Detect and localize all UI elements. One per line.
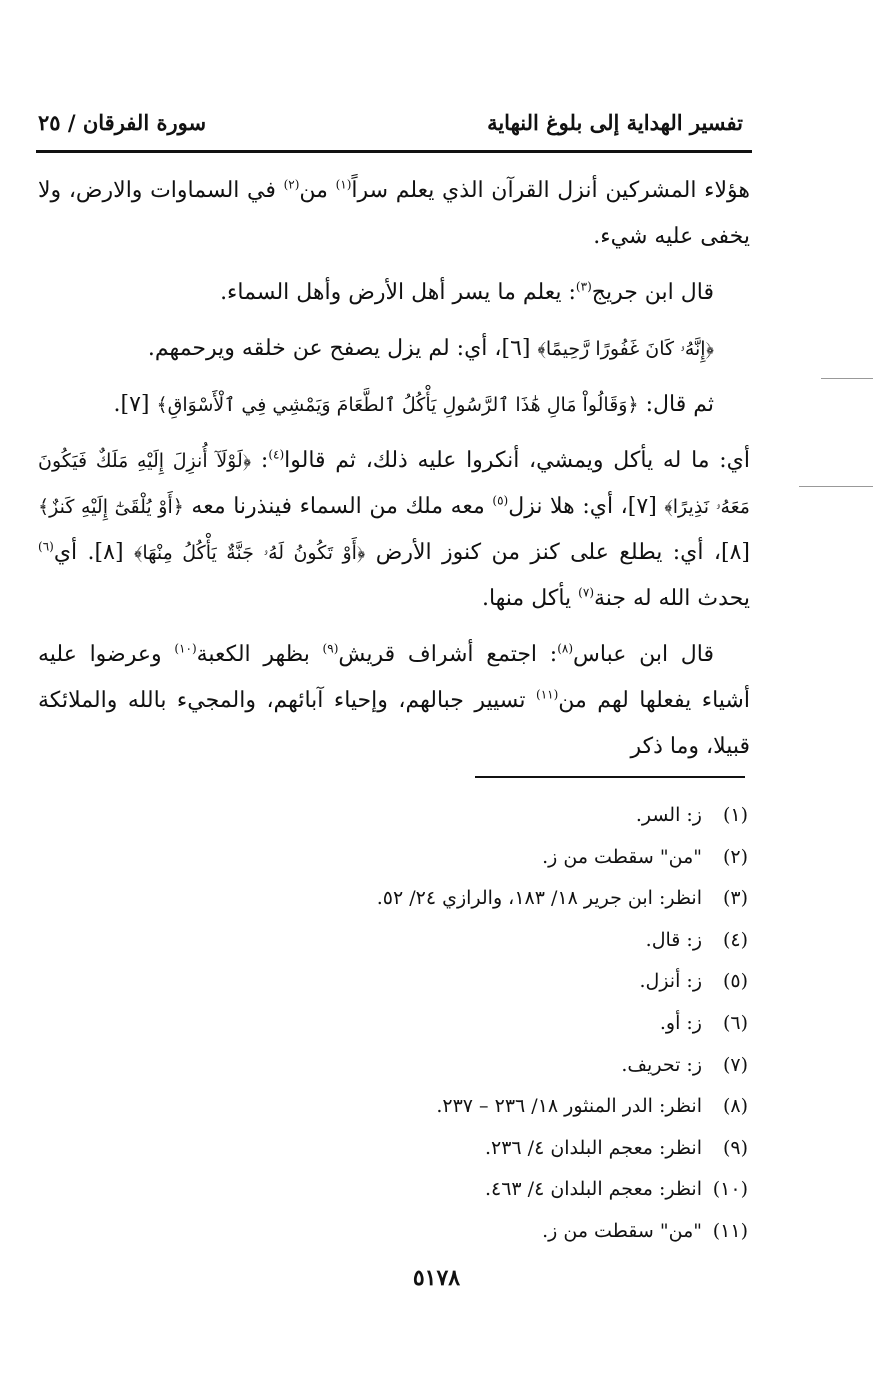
- text-run: يحدث الله له جنة: [594, 586, 750, 611]
- text-run: معه ملك من السماء فينذرنا معه: [183, 494, 493, 519]
- footnote-number: (١٠): [712, 1178, 748, 1201]
- footnote-text: "من" سقطت من ز.: [542, 845, 702, 868]
- text-run: : يعلم ما يسر أهل الأرض وأهل السماء.: [220, 280, 576, 305]
- footnote-number: (٥): [722, 970, 748, 993]
- text-run: [٧].: [113, 392, 157, 417]
- footnote-ref: (٨): [557, 641, 574, 656]
- text-run: يأكل منها.: [481, 586, 579, 611]
- quran-verse: ﴿وَقَالُواْ مَالِ هَٰذَا ٱلرَّسُولِ يَأْكُلُ ٱلطَّعَامَ وَيَمْشِي فِي ٱلْأَسْوَاقِ﴾: [156, 394, 639, 416]
- footnote-number: (٦): [722, 1011, 748, 1034]
- footnote-ref: (١٠): [174, 641, 197, 656]
- running-header: [38, 104, 743, 144]
- main-text: [38, 168, 750, 780]
- footnote-number: (١): [722, 804, 748, 826]
- text-run: [٦]، أي: لم يزل يصفح عن خلقه ويرحمهم.: [147, 336, 538, 361]
- footnote: [38, 961, 748, 1003]
- text-run: :: [251, 448, 269, 473]
- text-run: [٧]، أي: هلا نزل: [508, 494, 665, 519]
- footnote-number: (٧): [722, 1053, 748, 1076]
- footnote: [38, 1045, 748, 1087]
- paragraph: [38, 270, 750, 316]
- text-run: وعرضوا عليه أشياء يفعلها لهم من: [38, 642, 750, 713]
- footnote-number: (٣): [722, 887, 748, 910]
- footnote: [38, 1211, 748, 1253]
- surah-info: سورة الفرقان / ٢٥: [38, 110, 207, 135]
- footnote: [38, 1003, 748, 1045]
- text-run: من: [299, 178, 336, 203]
- footnote-number: (٩): [722, 1136, 748, 1159]
- margin-mark: [821, 378, 873, 379]
- text-run: بظهر الكعبة: [196, 642, 323, 667]
- book-title: تفسير الهداية إلى بلوغ النهاية: [487, 110, 743, 135]
- text-run: أي: ما له يأكل ويمشي، أنكروا عليه ذلك، ثم قالوا: [284, 448, 751, 473]
- footnote-text: انظر: معجم البلدان ٤/ ٢٣٦.: [484, 1136, 702, 1159]
- paragraph: [38, 326, 750, 372]
- footnote-ref: (١): [335, 177, 352, 192]
- footnote-text: "من" سقطت من ز.: [542, 1219, 702, 1242]
- quran-verse: ﴿إِنَّهُۥ كَانَ غَفُورًا رَّحِيمًا﴾: [537, 338, 714, 360]
- footnote-ref: (٧): [578, 585, 594, 600]
- text-run: هؤلاء المشركين أنزل القرآن الذي يعلم سراً: [351, 178, 750, 203]
- footnote-text: انظر: ابن جرير ١٨/ ١٨٣، والرازي ٢٤/ ٥٢.: [376, 887, 702, 910]
- footnote-text: انظر: الدر المنثور ١٨/ ٢٣٦ – ٢٣٧.: [436, 1095, 702, 1118]
- footnote: [38, 920, 748, 962]
- footnote: [38, 1086, 748, 1128]
- footnote: [38, 795, 748, 837]
- text-run: تسيير جبالهم، وإحياء آبائهم، والمجيء بالله والملائكة قبيلا، وما ذكر: [38, 688, 750, 759]
- footnote-ref: (٣): [575, 279, 592, 294]
- paragraph: [38, 632, 750, 770]
- footnote-number: (٤): [722, 928, 748, 951]
- footnote-divider: [475, 776, 745, 778]
- footnote-ref: (٥): [492, 493, 509, 508]
- footnote-text: انظر: معجم البلدان ٤/ ٤٦٣.: [484, 1178, 702, 1201]
- footnote: [38, 1169, 748, 1211]
- paragraph: [38, 168, 750, 260]
- footnote-text: ز: أو.: [659, 1011, 702, 1034]
- footnote: [38, 878, 748, 920]
- footnotes: [38, 795, 748, 1253]
- quran-verse: ﴿أَوْ تَكُونُ لَهُۥ جَنَّةٌ يَأْكُلُ مِنْهَا﴾: [133, 542, 366, 564]
- paragraph: [38, 382, 750, 428]
- text-run: [٨]. أي: [53, 540, 134, 565]
- footnote-ref: (٩): [322, 641, 339, 656]
- page-number: ٥١٧٨: [412, 1265, 461, 1291]
- text-run: قال ابن عباس: [573, 642, 714, 667]
- text-run: قال ابن جريج: [591, 280, 714, 305]
- header-divider: [36, 150, 752, 153]
- footnote-ref: (١١): [536, 687, 559, 702]
- footnote-number: (٢): [722, 845, 748, 868]
- footnote-text: ز: تحريف.: [621, 1053, 702, 1076]
- text-run: في السماوات والارض، ولا يخفى عليه شيء.: [38, 178, 750, 249]
- footnote: [38, 837, 748, 879]
- text-run: : اجتمع أشراف قريش: [338, 642, 558, 667]
- footnote-text: ز: السر.: [635, 804, 702, 826]
- quran-verse: ﴿لَوْلَآ أُنزِلَ إِلَيْهِ مَلَكٌ فَيَكُونَ مَعَهُۥ نَذِيرًا﴾: [38, 450, 750, 518]
- footnote: [38, 1128, 748, 1170]
- footnote-number: (١١): [712, 1219, 748, 1242]
- footnote-ref: (٤): [268, 447, 285, 462]
- footnote-text: ز: قال.: [645, 928, 702, 951]
- footnote-ref: (٦): [38, 539, 54, 554]
- paragraph: [38, 438, 750, 622]
- text-run: [٨]، أي: يطلع على كنز من كنوز الأرض: [365, 540, 751, 565]
- margin-mark: [799, 486, 873, 487]
- footnote-number: (٨): [722, 1095, 748, 1118]
- quran-verse: ﴿أَوْ يُلْقَىٰٓ إِلَيْهِ كَنزٌ﴾: [38, 496, 184, 518]
- footnote-text: ز: أنزل.: [639, 970, 702, 993]
- text-run: ثم قال:: [638, 392, 714, 417]
- footnote-ref: (٢): [283, 177, 300, 192]
